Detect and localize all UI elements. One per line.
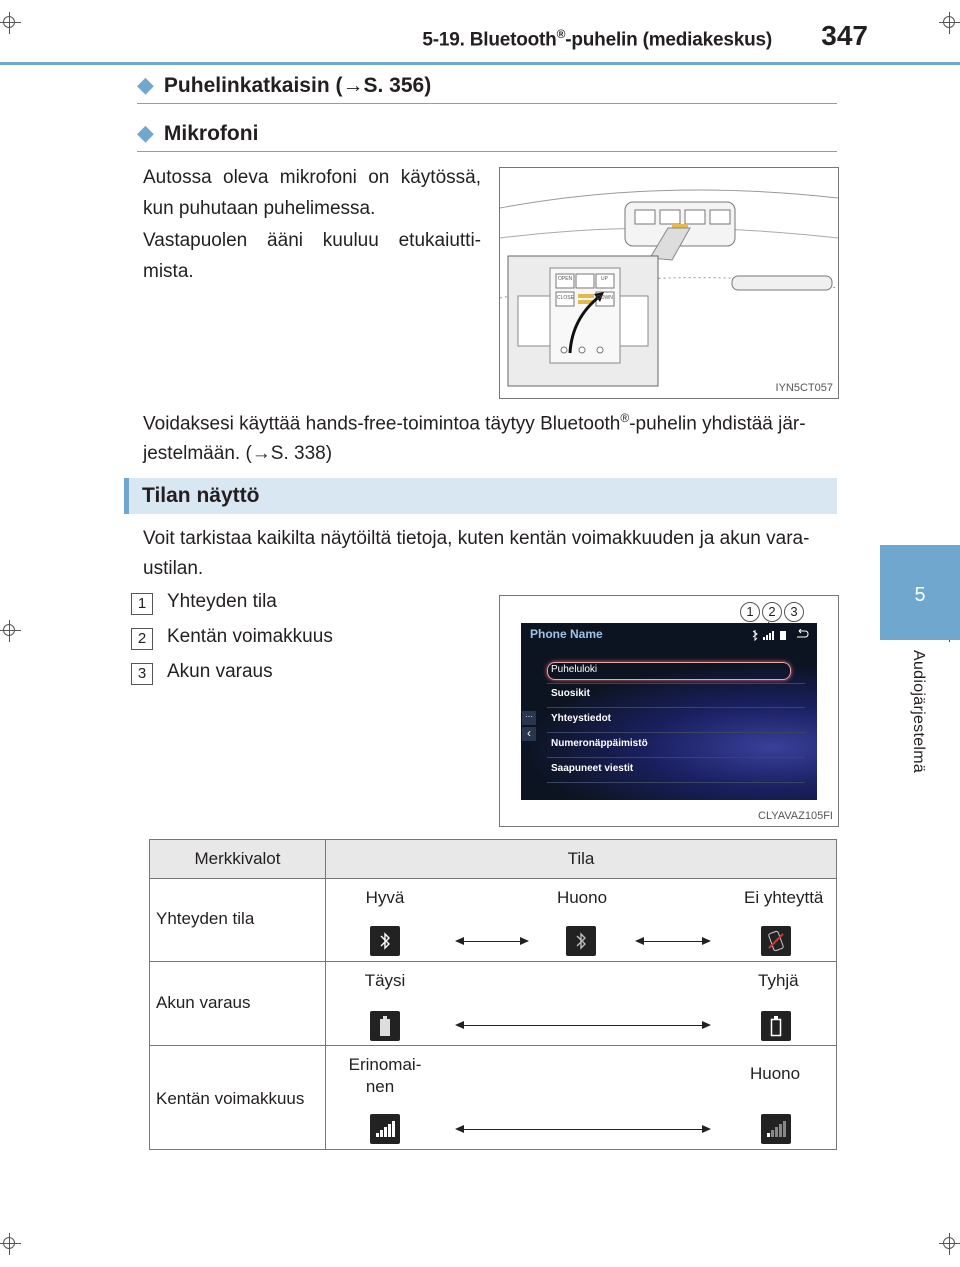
- figure-code: CLYAVAZ105FI: [758, 810, 833, 822]
- list-item-connection: Yhteyden tila: [167, 591, 277, 612]
- microphone-figure: [499, 167, 839, 399]
- running-header: [422, 27, 772, 51]
- status-icon-table: [149, 839, 837, 1150]
- battery-empty-icon: [761, 1011, 791, 1041]
- menu-item-dialpad[interactable]: Numeronäppäimistö: [551, 738, 648, 749]
- list-number-badge: 1: [131, 593, 153, 615]
- text-line: ustilan.: [143, 558, 204, 579]
- button-label-close: CLOSE: [557, 295, 574, 301]
- chapter-tab: 5: [880, 545, 960, 640]
- list-item-signal: Kentän voimakkuus: [167, 626, 333, 647]
- state-empty: Tyhjä: [758, 971, 799, 990]
- overhead-console-illustration: [500, 168, 838, 398]
- section-band-accent: [124, 478, 129, 514]
- table-row-divider: [150, 1045, 836, 1046]
- subhead-rule: [137, 103, 837, 104]
- double-arrow: [457, 1025, 709, 1026]
- text-run: -puhelin yhdistää jär-: [629, 413, 806, 435]
- signal-excellent-icon: [370, 1114, 400, 1144]
- diamond-icon: ◆: [137, 120, 154, 145]
- subhead-mic-label: Mikrofoni: [163, 122, 259, 145]
- table-header-state: Tila: [567, 849, 595, 868]
- diamond-icon: ◆: [137, 72, 154, 97]
- crop-mark-bottom-right: [939, 1233, 960, 1255]
- crop-mark-top-right: [939, 12, 960, 34]
- menu-item-contacts[interactable]: Yhteystiedot: [551, 713, 612, 724]
- page-number: 347: [821, 20, 868, 51]
- text-line: Vastapuolen ääni kuuluu etukaiutti-: [143, 230, 481, 251]
- text-run: S. 338): [270, 443, 333, 465]
- callout-1: 1: [740, 602, 760, 622]
- bluetooth-poor-icon: [566, 926, 596, 956]
- state-poor: Huono: [556, 888, 608, 907]
- menu-item-call-log[interactable]: Puheluloki: [551, 664, 598, 675]
- button-label-up: UP: [601, 276, 608, 282]
- header-registered-mark: ®: [556, 27, 566, 41]
- double-arrow: [457, 941, 527, 942]
- subhead-switch-ref: S. 356): [363, 74, 432, 97]
- state-full: Täysi: [364, 971, 406, 990]
- subhead-phone-switch: [137, 72, 431, 98]
- text-line: [143, 439, 843, 469]
- state-poor-signal: Huono: [750, 1064, 801, 1083]
- menu-divider: [547, 782, 805, 783]
- menu-divider: [547, 732, 805, 733]
- figure-code: IYN5CT057: [775, 382, 833, 394]
- handsfree-paragraph: [143, 403, 843, 469]
- text-run: Voidaksesi käyttää hands-free-toimintoa täytyy Bluetooth: [143, 413, 621, 435]
- callout-3: 3: [784, 602, 804, 622]
- button-label-down: DOWN: [597, 295, 613, 301]
- header-title-main: 5-19. Bluetooth: [422, 29, 557, 51]
- registered-mark: ®: [620, 411, 630, 425]
- list-number-badge: 2: [131, 628, 153, 650]
- subhead-microphone: [137, 120, 258, 146]
- menu-item-messages[interactable]: Saapuneet viestit: [551, 763, 634, 774]
- button-label-open: OPEN: [558, 276, 573, 282]
- text-line: kun puhutaan puhelimessa.: [143, 198, 376, 219]
- mic-paragraph-1: [143, 162, 481, 224]
- mic-paragraph-2: [143, 225, 481, 287]
- table-column-divider: [325, 840, 326, 1149]
- arrow-ref-icon: →: [342, 74, 364, 97]
- section-title: Tilan näyttö: [142, 484, 260, 507]
- header-title-rest: -puhelin (mediakeskus): [565, 29, 772, 51]
- table-row-label: Kentän voimakkuus: [156, 1089, 305, 1108]
- bluetooth-good-icon: [370, 926, 400, 956]
- state-excellent-line1: Erinomai-: [348, 1055, 422, 1074]
- section-intro: [143, 524, 837, 584]
- table-row-divider: [150, 961, 836, 962]
- battery-full-icon: [370, 1011, 400, 1041]
- text-line: Autossa oleva mikrofoni on käytössä,: [143, 167, 481, 188]
- list-number-badge: 3: [131, 663, 153, 685]
- header-rule: [0, 62, 960, 65]
- menu-divider: [547, 683, 805, 684]
- subhead-switch-prefix: Puhelinkatkaisin (: [163, 74, 343, 97]
- table-header-indicators: Merkkivalot: [194, 849, 281, 868]
- phone-disconnected-icon: [761, 926, 791, 956]
- phone-screen: [521, 623, 817, 800]
- double-arrow: [457, 1129, 709, 1130]
- text-line: Voit tarkistaa kaikilta näytöiltä tietoja, kuten kentän voimakkuuden ja akun vara-: [143, 528, 810, 549]
- menu-item-favorites[interactable]: Suosikit: [551, 688, 590, 699]
- menu-divider: [547, 757, 805, 758]
- status-display-figure: [499, 595, 839, 827]
- screen-title: Phone Name: [530, 627, 603, 641]
- state-excellent-line2: nen: [365, 1077, 395, 1096]
- text-run: jestelmään. (: [143, 443, 252, 465]
- subhead-rule: [137, 151, 837, 152]
- state-good: Hyvä: [365, 888, 405, 907]
- arrow-ref-icon: →: [251, 443, 271, 465]
- crop-mark-top-left: [0, 12, 21, 34]
- screen-status-icons: [749, 628, 813, 640]
- side-button-back[interactable]: ‹: [522, 727, 536, 741]
- table-row-label: Yhteyden tila: [156, 909, 255, 928]
- crop-mark-bottom-left: [0, 1233, 21, 1255]
- text-line: mista.: [143, 261, 194, 282]
- list-item-battery: Akun varaus: [167, 661, 273, 682]
- menu-divider: [547, 707, 805, 708]
- callout-2: 2: [762, 602, 782, 622]
- side-button-more[interactable]: ···: [522, 711, 536, 725]
- text-line: [143, 403, 843, 439]
- double-arrow: [637, 941, 709, 942]
- table-row-label: Akun varaus: [156, 993, 251, 1012]
- signal-poor-icon: [761, 1114, 791, 1144]
- chapter-label: Audiojärjestelmä: [910, 650, 927, 774]
- crop-mark-mid-left: [0, 620, 21, 642]
- section-heading-band: [124, 478, 837, 514]
- state-no-connection: Ei yhteyttä: [744, 888, 824, 907]
